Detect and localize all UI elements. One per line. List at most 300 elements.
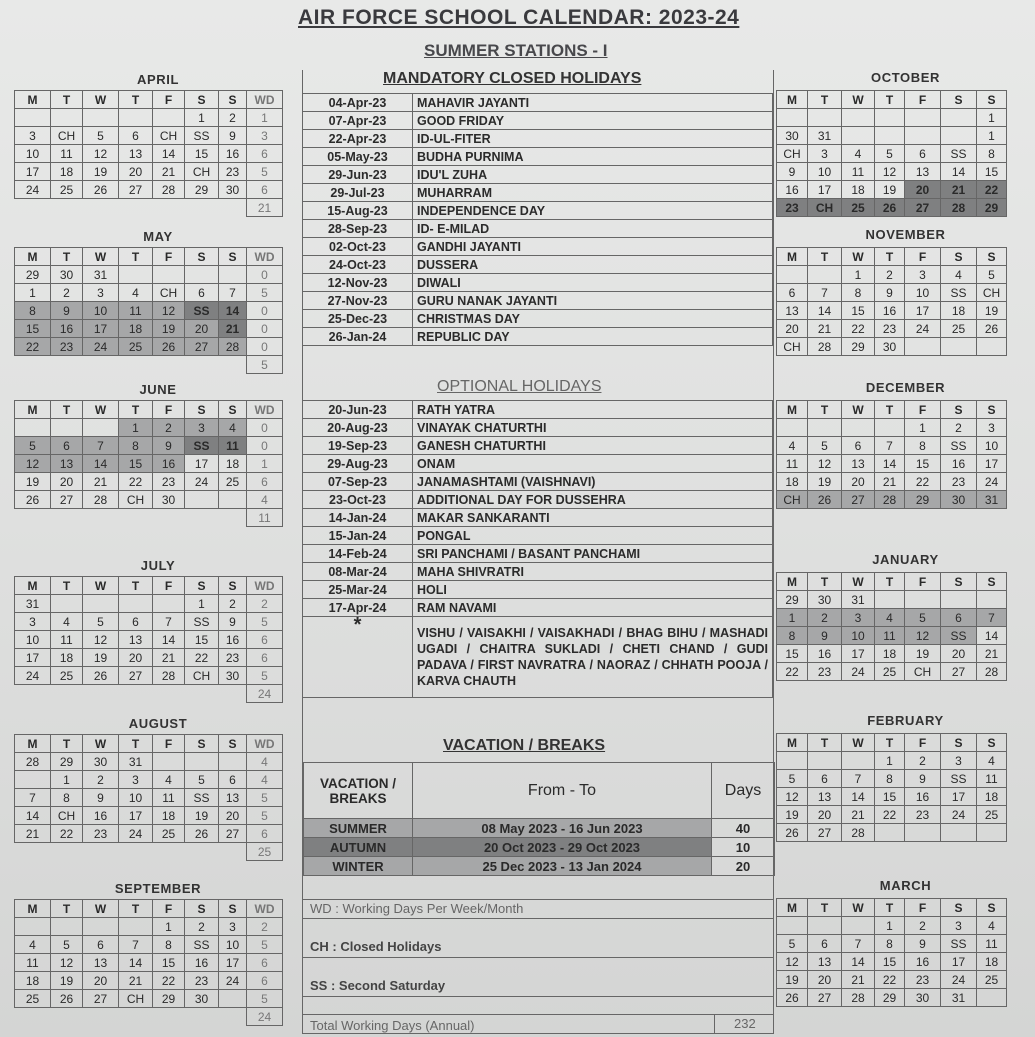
day-cell: 30 xyxy=(83,753,119,771)
day-cell: 19 xyxy=(905,645,941,663)
weekday-header: W xyxy=(83,900,119,918)
mandatory-holidays-heading: MANDATORY CLOSED HOLIDAYS xyxy=(383,70,642,87)
day-cell: 28 xyxy=(808,338,842,356)
wd-header: WD xyxy=(247,91,283,109)
day-cell xyxy=(842,752,875,770)
week-row xyxy=(777,302,1007,320)
week-working-days: 1 xyxy=(247,109,283,127)
weekday-header: S xyxy=(185,401,219,419)
day-cell xyxy=(875,419,905,437)
week-working-days: 0 xyxy=(247,437,283,455)
week-working-days: 5 xyxy=(247,667,283,685)
day-cell: 16 xyxy=(875,302,905,320)
day-cell: 7 xyxy=(119,936,153,954)
day-cell: 4 xyxy=(51,613,83,631)
day-cell: 12 xyxy=(777,953,808,971)
day-cell xyxy=(219,753,247,771)
day-cell: 18 xyxy=(153,807,185,825)
holiday-name: MAHA SHIVRATRI xyxy=(413,563,773,581)
day-cell: 14 xyxy=(808,302,842,320)
day-cell: 4 xyxy=(153,771,185,789)
weekday-header: S xyxy=(977,91,1007,109)
day-cell: 21 xyxy=(15,825,51,843)
day-cell: 14 xyxy=(842,953,875,971)
day-cell: 10 xyxy=(842,627,875,645)
month-grid-march xyxy=(776,898,1007,1007)
weekday-header: W xyxy=(842,573,875,591)
wd-header: WD xyxy=(247,248,283,266)
day-cell: 31 xyxy=(83,266,119,284)
day-cell: 6 xyxy=(905,145,941,163)
day-cell: 5 xyxy=(15,437,51,455)
day-cell: 24 xyxy=(15,667,51,685)
vacation-range: 20 Oct 2023 - 29 Oct 2023 xyxy=(413,838,712,857)
weekday-header: S xyxy=(219,735,247,753)
day-cell: 16 xyxy=(219,145,247,163)
day-cell: 17 xyxy=(808,181,842,199)
holiday-row xyxy=(303,328,773,346)
week-row xyxy=(15,266,283,284)
day-cell: 2 xyxy=(153,419,185,437)
day-cell: 4 xyxy=(777,437,808,455)
day-cell: 27 xyxy=(119,667,153,685)
holiday-date: 02-Oct-23 xyxy=(303,238,413,256)
weekday-header: F xyxy=(905,91,941,109)
holiday-date: 25-Mar-24 xyxy=(303,581,413,599)
legend-ch: CH : Closed Holidays xyxy=(310,939,442,954)
day-cell: 28 xyxy=(842,989,875,1007)
day-cell: 23 xyxy=(51,338,83,356)
holiday-row xyxy=(303,437,773,455)
holiday-date: 05-May-23 xyxy=(303,148,413,166)
day-cell: 28 xyxy=(941,199,977,217)
weekday-header: F xyxy=(153,577,185,595)
day-cell: 31 xyxy=(15,595,51,613)
day-cell: 13 xyxy=(905,163,941,181)
day-cell: 11 xyxy=(15,954,51,972)
holiday-row xyxy=(303,401,773,419)
month-total-working-days: 21 xyxy=(247,199,283,217)
day-cell: 19 xyxy=(977,302,1007,320)
day-cell: 16 xyxy=(185,954,219,972)
day-cell: 12 xyxy=(808,455,842,473)
day-cell: 14 xyxy=(977,627,1007,645)
spacer-cell xyxy=(51,199,83,217)
day-cell: 1 xyxy=(51,771,83,789)
day-cell: 14 xyxy=(875,455,905,473)
day-cell: 20 xyxy=(119,163,153,181)
holiday-row xyxy=(303,509,773,527)
day-cell xyxy=(51,109,83,127)
holiday-row xyxy=(303,419,773,437)
day-cell xyxy=(119,918,153,936)
day-cell: 30 xyxy=(777,127,808,145)
day-cell: 23 xyxy=(219,649,247,667)
day-cell: 21 xyxy=(83,473,119,491)
day-cell xyxy=(15,109,51,127)
weekday-header: T xyxy=(808,734,842,752)
day-cell: CH xyxy=(153,127,185,145)
day-cell: 20 xyxy=(941,645,977,663)
holiday-date: 27-Nov-23 xyxy=(303,292,413,310)
day-cell: 6 xyxy=(808,935,842,953)
week-row xyxy=(777,320,1007,338)
holiday-name: MAKAR SANKARANTI xyxy=(413,509,773,527)
day-cell: 21 xyxy=(219,320,247,338)
weekday-header: T xyxy=(119,401,153,419)
day-cell: 6 xyxy=(119,613,153,631)
day-cell: SS xyxy=(941,935,977,953)
holiday-date: 23-Oct-23 xyxy=(303,491,413,509)
day-cell: CH xyxy=(153,284,185,302)
day-cell xyxy=(875,824,905,842)
day-cell: 19 xyxy=(875,181,905,199)
holiday-date: 20-Aug-23 xyxy=(303,419,413,437)
day-cell xyxy=(777,266,808,284)
spacer-cell xyxy=(153,509,185,527)
week-row xyxy=(777,473,1007,491)
day-cell: 13 xyxy=(83,954,119,972)
week-working-days: 0 xyxy=(247,338,283,356)
weekday-header: F xyxy=(905,248,941,266)
week-row xyxy=(15,631,283,649)
week-row xyxy=(777,935,1007,953)
day-cell: CH xyxy=(185,163,219,181)
day-cell: 22 xyxy=(185,649,219,667)
holiday-row xyxy=(303,112,773,130)
spacer-cell xyxy=(219,199,247,217)
day-cell xyxy=(51,918,83,936)
day-cell: 12 xyxy=(51,954,83,972)
day-cell: 14 xyxy=(219,302,247,320)
week-row xyxy=(15,936,283,954)
day-cell: 28 xyxy=(219,338,247,356)
month-grid-january xyxy=(776,572,1007,681)
month-grid-november xyxy=(776,247,1007,356)
holiday-row xyxy=(303,94,773,112)
day-cell: 30 xyxy=(219,181,247,199)
vacation-row xyxy=(304,838,775,857)
weekday-header: T xyxy=(808,899,842,917)
day-cell xyxy=(777,109,808,127)
holiday-date: 29-Jul-23 xyxy=(303,184,413,202)
holiday-name: DUSSERA xyxy=(413,256,773,274)
day-cell: 27 xyxy=(83,990,119,1008)
holiday-row xyxy=(303,473,773,491)
day-cell xyxy=(153,266,185,284)
day-cell xyxy=(875,109,905,127)
week-working-days: 6 xyxy=(247,825,283,843)
day-cell: 12 xyxy=(875,163,905,181)
from-to-header: From - To xyxy=(413,763,712,819)
day-cell: 21 xyxy=(977,645,1007,663)
vacation-row xyxy=(304,819,775,838)
week-row xyxy=(777,266,1007,284)
day-cell xyxy=(842,917,875,935)
vacation-range: 08 May 2023 - 16 Jun 2023 xyxy=(413,819,712,838)
weekday-header: M xyxy=(15,577,51,595)
month-grid-july xyxy=(14,576,283,703)
spacer-cell xyxy=(51,509,83,527)
week-row xyxy=(15,320,283,338)
day-cell: SS xyxy=(185,613,219,631)
holiday-name: INDEPENDENCE DAY xyxy=(413,202,773,220)
week-row xyxy=(15,972,283,990)
day-cell xyxy=(185,491,219,509)
weekday-header: F xyxy=(153,401,185,419)
day-cell: 3 xyxy=(941,752,977,770)
holiday-name: MUHARRAM xyxy=(413,184,773,202)
day-cell: 2 xyxy=(219,109,247,127)
day-cell: 24 xyxy=(185,473,219,491)
day-cell: 3 xyxy=(185,419,219,437)
day-cell: 2 xyxy=(905,917,941,935)
day-cell: 30 xyxy=(808,591,842,609)
weekday-header: F xyxy=(153,735,185,753)
vacation-table xyxy=(303,762,775,876)
week-row xyxy=(777,284,1007,302)
day-cell xyxy=(905,824,941,842)
day-cell: 7 xyxy=(808,284,842,302)
month-name-july: JULY xyxy=(140,558,176,573)
vacation-col-header: VACATION / BREAKS xyxy=(304,763,413,819)
day-cell: 18 xyxy=(977,953,1007,971)
day-cell: 15 xyxy=(905,455,941,473)
day-cell: CH xyxy=(777,491,808,509)
day-cell: 17 xyxy=(15,649,51,667)
day-cell: 24 xyxy=(219,972,247,990)
day-cell: 3 xyxy=(941,917,977,935)
day-cell: 12 xyxy=(15,455,51,473)
day-cell: 16 xyxy=(83,807,119,825)
spacer-cell xyxy=(219,843,247,861)
day-cell: 25 xyxy=(941,320,977,338)
holiday-name: GURU NANAK JAYANTI xyxy=(413,292,773,310)
week-row xyxy=(777,127,1007,145)
day-cell: 13 xyxy=(51,455,83,473)
day-cell: 5 xyxy=(83,127,119,145)
holiday-name: HOLI xyxy=(413,581,773,599)
day-cell: 19 xyxy=(15,473,51,491)
week-row xyxy=(15,437,283,455)
weekday-header: W xyxy=(842,248,875,266)
day-cell: 30 xyxy=(51,266,83,284)
day-cell: 8 xyxy=(119,437,153,455)
weekday-header: T xyxy=(808,248,842,266)
day-cell: 17 xyxy=(941,788,977,806)
day-cell: 28 xyxy=(153,181,185,199)
day-cell: 24 xyxy=(941,806,977,824)
day-cell: 11 xyxy=(977,770,1007,788)
day-cell: 21 xyxy=(842,971,875,989)
day-cell: 25 xyxy=(51,181,83,199)
day-cell: SS xyxy=(941,627,977,645)
day-cell: 17 xyxy=(185,455,219,473)
day-cell: 16 xyxy=(905,788,941,806)
day-cell: 16 xyxy=(808,645,842,663)
week-row xyxy=(15,302,283,320)
day-cell: 16 xyxy=(219,631,247,649)
month-grid-august xyxy=(14,734,283,861)
holiday-date: 17-Apr-24 xyxy=(303,599,413,617)
weekday-header: W xyxy=(842,734,875,752)
day-cell: 18 xyxy=(119,320,153,338)
holiday-date: 07-Sep-23 xyxy=(303,473,413,491)
day-cell: 24 xyxy=(905,320,941,338)
day-cell: 13 xyxy=(842,455,875,473)
day-cell: SS xyxy=(185,936,219,954)
weekday-header: T xyxy=(51,401,83,419)
day-cell: 14 xyxy=(153,631,185,649)
weekday-header: T xyxy=(51,91,83,109)
day-cell: 2 xyxy=(83,771,119,789)
weekday-header: S xyxy=(977,248,1007,266)
week-row xyxy=(15,338,283,356)
day-cell: 6 xyxy=(119,127,153,145)
holiday-name: GANESH CHATURTHI xyxy=(413,437,773,455)
day-cell: 19 xyxy=(185,807,219,825)
day-cell: 28 xyxy=(842,824,875,842)
weekday-header: M xyxy=(15,248,51,266)
day-cell: 4 xyxy=(941,266,977,284)
weekday-header: T xyxy=(51,900,83,918)
weekday-header: T xyxy=(875,899,905,917)
month-name-september: SEPTEMBER xyxy=(114,881,202,896)
holiday-row xyxy=(303,238,773,256)
weekday-header: F xyxy=(153,91,185,109)
weekday-header: T xyxy=(51,735,83,753)
holiday-name: BUDHA PURNIMA xyxy=(413,148,773,166)
day-cell: 13 xyxy=(219,789,247,807)
weekday-header: T xyxy=(119,577,153,595)
week-row xyxy=(15,954,283,972)
day-cell: 21 xyxy=(941,181,977,199)
spacer-cell xyxy=(119,1008,153,1026)
day-cell xyxy=(977,989,1007,1007)
day-cell: 28 xyxy=(875,491,905,509)
week-row xyxy=(15,918,283,936)
day-cell: 7 xyxy=(15,789,51,807)
spacer-cell xyxy=(51,1008,83,1026)
weekday-header: W xyxy=(83,735,119,753)
day-cell: SS xyxy=(185,302,219,320)
day-cell: 7 xyxy=(842,770,875,788)
day-cell: 7 xyxy=(875,437,905,455)
week-row xyxy=(15,127,283,145)
day-cell: 10 xyxy=(219,936,247,954)
day-cell: 30 xyxy=(219,667,247,685)
day-cell: 20 xyxy=(185,320,219,338)
week-working-days: 0 xyxy=(247,302,283,320)
spacer-cell xyxy=(219,356,247,374)
holiday-date: 22-Apr-23 xyxy=(303,130,413,148)
day-cell: 14 xyxy=(119,954,153,972)
day-cell: 29 xyxy=(875,989,905,1007)
holiday-date: 08-Mar-24 xyxy=(303,563,413,581)
week-working-days: 0 xyxy=(247,419,283,437)
holiday-name: VINAYAK CHATURTHI xyxy=(413,419,773,437)
spacer-cell xyxy=(185,1008,219,1026)
spacer-cell xyxy=(15,685,51,703)
optional-holidays-table xyxy=(302,400,773,698)
day-cell: 9 xyxy=(905,770,941,788)
day-cell: 19 xyxy=(51,972,83,990)
day-cell: 15 xyxy=(777,645,808,663)
month-grid-february xyxy=(776,733,1007,842)
weekday-header: S xyxy=(185,577,219,595)
weekday-header: S xyxy=(977,401,1007,419)
weekday-header: F xyxy=(905,734,941,752)
holiday-name: CHRISTMAS DAY xyxy=(413,310,773,328)
day-cell: 18 xyxy=(777,473,808,491)
day-cell: 2 xyxy=(808,609,842,627)
optional-holidays-heading: OPTIONAL HOLIDAYS xyxy=(437,378,602,395)
day-cell: 8 xyxy=(15,302,51,320)
holiday-date: 14-Jan-24 xyxy=(303,509,413,527)
spacer-cell xyxy=(185,685,219,703)
day-cell: 20 xyxy=(83,972,119,990)
holiday-row xyxy=(303,202,773,220)
day-cell: 3 xyxy=(842,609,875,627)
day-cell: CH xyxy=(777,145,808,163)
weekday-header: T xyxy=(875,734,905,752)
day-cell: 8 xyxy=(153,936,185,954)
spacer-cell xyxy=(15,843,51,861)
day-cell: 25 xyxy=(842,199,875,217)
spacer-cell xyxy=(83,356,119,374)
day-cell xyxy=(219,990,247,1008)
day-cell: 31 xyxy=(977,491,1007,509)
day-cell: 30 xyxy=(875,338,905,356)
holiday-date: 15-Jan-24 xyxy=(303,527,413,545)
day-cell xyxy=(977,591,1007,609)
weekday-header: S xyxy=(185,900,219,918)
day-cell: 22 xyxy=(842,320,875,338)
day-cell: SS xyxy=(941,145,977,163)
month-grid-may xyxy=(14,247,283,374)
spacer-cell xyxy=(219,509,247,527)
week-row xyxy=(777,338,1007,356)
day-cell: 1 xyxy=(977,109,1007,127)
day-cell: 3 xyxy=(905,266,941,284)
day-cell: 1 xyxy=(875,917,905,935)
week-row xyxy=(15,807,283,825)
weekday-header: S xyxy=(941,248,977,266)
day-cell: CH xyxy=(977,284,1007,302)
spacer-cell xyxy=(15,1008,51,1026)
spacer-cell xyxy=(51,356,83,374)
weekday-header: M xyxy=(777,401,808,419)
month-name-february: FEBRUARY xyxy=(867,713,944,728)
day-cell: 14 xyxy=(15,807,51,825)
day-cell: 13 xyxy=(808,788,842,806)
day-cell: 12 xyxy=(777,788,808,806)
day-cell: CH xyxy=(51,127,83,145)
day-cell: 9 xyxy=(83,789,119,807)
optional-regional-row xyxy=(303,617,773,698)
day-cell: 14 xyxy=(842,788,875,806)
day-cell: 27 xyxy=(941,663,977,681)
week-row xyxy=(777,953,1007,971)
day-cell: 2 xyxy=(51,284,83,302)
day-cell: 11 xyxy=(51,631,83,649)
holiday-row xyxy=(303,184,773,202)
week-row xyxy=(777,419,1007,437)
day-cell: SS xyxy=(185,789,219,807)
week-working-days: 0 xyxy=(247,266,283,284)
month-name-august: AUGUST xyxy=(128,716,188,731)
week-working-days: 5 xyxy=(247,613,283,631)
